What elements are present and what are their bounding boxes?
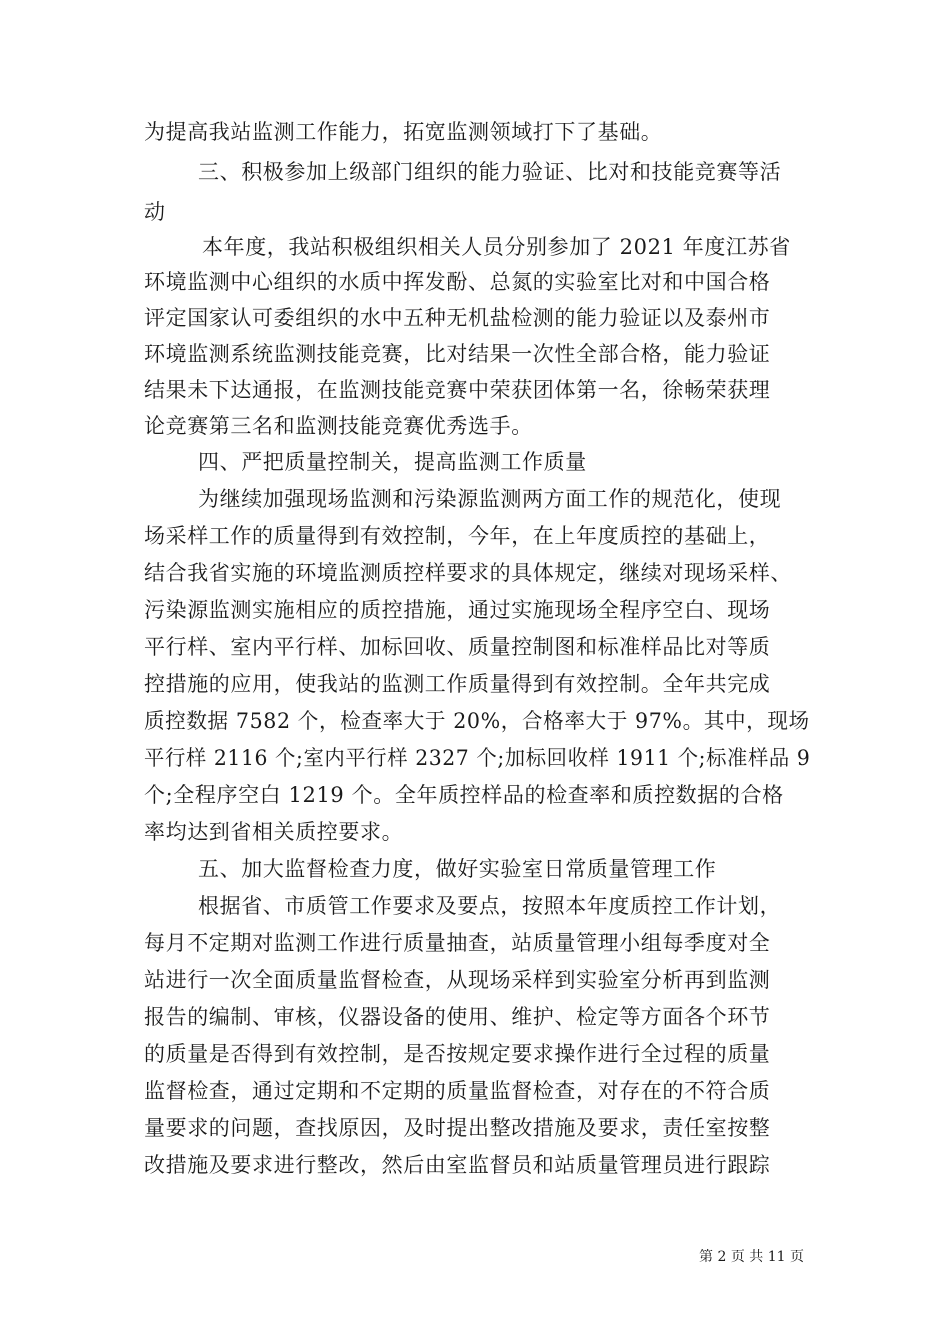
text-line: 的质量是否得到有效控制，是否按规定要求操作进行全过程的质量: [144, 1042, 771, 1066]
section-heading: 三、积极参加上级部门组织的能力验证、比对和技能竞赛等活: [198, 160, 782, 184]
text-line: 平行样 2116 个;室内平行样 2327 个;加标回收样 1911 个;标准样品 9: [144, 746, 811, 770]
text-line: 个;全程序空白 1219 个。全年质控样品的检查率和质控数据的合格: [144, 783, 784, 807]
text-line: 场采样工作的质量得到有效控制，今年，在上年度质控的基础上，: [144, 524, 771, 548]
text-line: 结合我省实施的环境监测质控样要求的具体规定，继续对现场采样、: [144, 561, 792, 585]
text-line: 为继续加强现场监测和污染源监测两方面工作的规范化，使现: [198, 487, 782, 511]
text-line: 站进行一次全面质量监督检查，从现场采样到实验室分析再到监测: [144, 968, 771, 992]
text-line: 论竞赛第三名和监测技能竞赛优秀选手。: [144, 414, 533, 438]
text-line: 率均达到省相关质控要求。: [144, 820, 404, 844]
text-line: 质控数据 7582 个，检查率大于 20%，合格率大于 97%。其中，现场: [144, 709, 810, 733]
text-line: 控措施的应用，使我站的监测工作质量得到有效控制。全年共完成: [144, 672, 771, 696]
text-line: 为提高我站监测工作能力，拓宽监测领域打下了基础。: [144, 120, 663, 144]
text-line: 根据省、市质管工作要求及要点，按照本年度质控工作计划，: [198, 894, 782, 918]
text-line: 量要求的问题，查找原因，及时提出整改措施及要求，责任室按整: [144, 1116, 771, 1140]
text-line: 环境监测中心组织的水质中挥发酚、总氮的实验室比对和中国合格: [144, 270, 771, 294]
text-line: 污染源监测实施相应的质控措施，通过实施现场全程序空白、现场: [144, 598, 771, 622]
text-line: 改措施及要求进行整改，然后由室监督员和站质量管理员进行跟踪: [144, 1153, 771, 1177]
text-line: 监督检查，通过定期和不定期的质量监督检查，对存在的不符合质: [144, 1079, 771, 1103]
text-line: 本年度，我站积极组织相关人员分别参加了 2021 年度江苏省: [202, 235, 791, 259]
text-line: 环境监测系统监测技能竞赛，比对结果一次性全部合格，能力验证: [144, 342, 771, 366]
text-line: 平行样、室内平行样、加标回收、质量控制图和标准样品比对等质: [144, 635, 771, 659]
page-number: 第 2 页 共 11 页: [699, 1249, 804, 1265]
text-line: 每月不定期对监测工作进行质量抽查，站质量管理小组每季度对全: [144, 931, 771, 955]
text-line: 结果未下达通报，在监测技能竞赛中荣获团体第一名，徐畅荣获理: [144, 378, 771, 402]
section-heading: 四、严把质量控制关，提高监测工作质量: [198, 450, 587, 474]
text-line: 动: [144, 200, 166, 224]
text-line: 评定国家认可委组织的水中五种无机盐检测的能力验证以及泰州市: [144, 306, 771, 330]
text-line: 报告的编制、审核，仪器设备的使用、维护、检定等方面各个环节: [144, 1005, 771, 1029]
section-heading: 五、加大监督检查力度，做好实验室日常质量管理工作: [198, 857, 717, 881]
